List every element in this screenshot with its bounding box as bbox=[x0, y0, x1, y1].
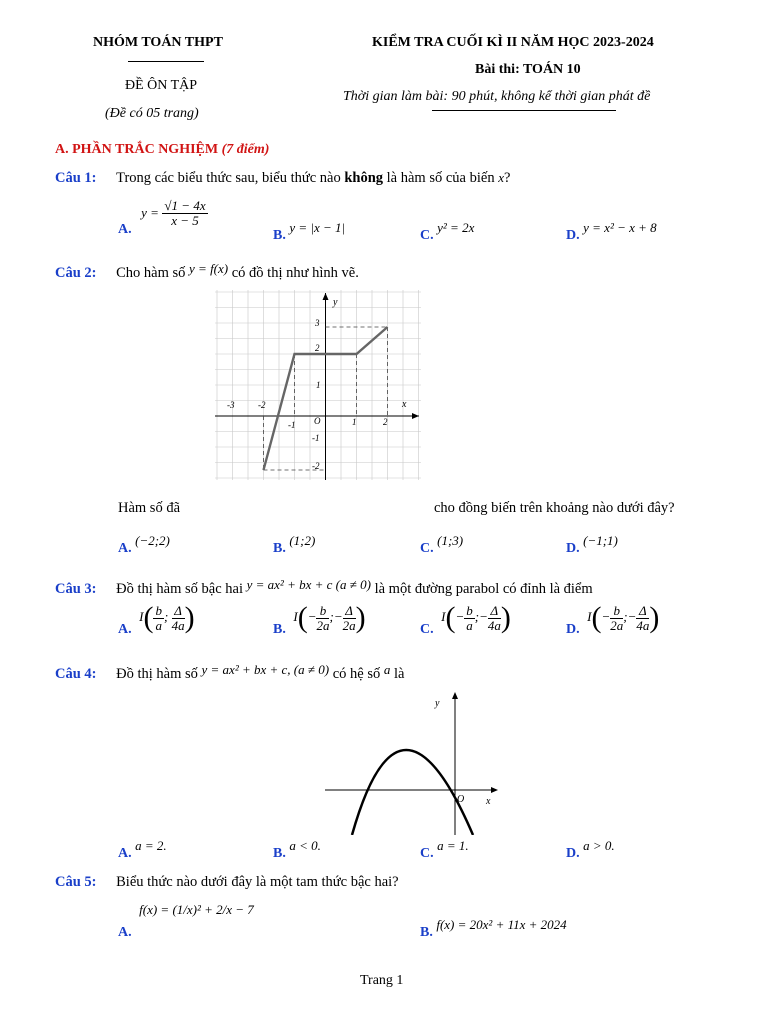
y-tick-label: -2 bbox=[312, 461, 320, 471]
q5-option-b[interactable]: B. f(x) = 20x² + 11x + 2024 bbox=[420, 917, 567, 940]
q1-option-a[interactable]: A. y = $\frac{√1 - 4x}{x - 5}$ bbox=[118, 198, 206, 237]
q2-option-b[interactable]: B. (1;2) bbox=[273, 533, 316, 556]
y-tick-label: -1 bbox=[312, 433, 320, 443]
x-tick-label: -1 bbox=[288, 420, 296, 430]
x-axis-label: x bbox=[402, 399, 407, 410]
q3-option-a[interactable]: A. I( $\frac{b}{a}$ ; $\frac{\Delta}{4a}$ ) bbox=[118, 601, 195, 638]
exam-subject: Bài thi: TOÁN 10 bbox=[475, 62, 581, 77]
q2-option-d[interactable]: D. (−1;1) bbox=[566, 533, 618, 556]
x-tick-label: -2 bbox=[258, 400, 266, 410]
y-tick-label: 3 bbox=[315, 318, 320, 328]
question-label: Câu 1: bbox=[55, 170, 97, 186]
q1-option-b[interactable]: B. y = |x − 1| bbox=[273, 220, 346, 243]
q3-option-d[interactable]: D. I(− $\frac{b}{2a}$ ;− $\frac{\Delta}{4a}$ ) bbox=[566, 601, 660, 638]
question-3: Câu 3: Đồ thị hàm số bậc hai y = ax² + bx + c (a ≠ 0) là một đường parabol có đỉnh là điểm bbox=[55, 577, 593, 597]
header-divider bbox=[128, 61, 204, 62]
q2-option-c[interactable]: C. (1;3) bbox=[420, 533, 464, 556]
x-tick-label: 2 bbox=[383, 417, 388, 427]
exam-type: ĐỀ ÔN TẬP bbox=[125, 78, 198, 93]
question-5: Câu 5: Biểu thức nào dưới đây là một tam thức bậc hai? bbox=[55, 874, 399, 890]
q3-option-b[interactable]: B. I(− $\frac{b}{2a}$ ;− $\frac{\Delta}{2a}$ ) bbox=[273, 601, 366, 638]
page-count: (Đề có 05 trang) bbox=[105, 106, 199, 121]
q1-option-c[interactable]: C. y² = 2x bbox=[420, 220, 475, 243]
exam-time: Thời gian làm bài: 90 phút, không kể thời gian phát đề bbox=[343, 89, 651, 104]
origin-label: O bbox=[457, 794, 465, 805]
time-underline bbox=[432, 110, 616, 111]
question-2: Câu 2: Cho hàm số y = f(x) có đồ thị như hình vẽ. bbox=[55, 261, 359, 281]
q4-option-a[interactable]: A. a = 2. bbox=[118, 838, 167, 861]
x-tick-label: -3 bbox=[227, 400, 235, 410]
y-tick-label: 1 bbox=[316, 380, 321, 390]
school-group: NHÓM TOÁN THPT bbox=[93, 35, 223, 50]
q2-option-a[interactable]: A. (−2;2) bbox=[118, 533, 170, 556]
q4-option-b[interactable]: B. a < 0. bbox=[273, 838, 321, 861]
x-axis-label: x bbox=[486, 796, 491, 807]
q5-option-a[interactable]: A. f(x) = (1/x)² + 2/x − 7 bbox=[118, 902, 254, 940]
y-tick-label: 2 bbox=[315, 343, 320, 353]
origin-label: O bbox=[314, 416, 321, 426]
q2-followup-left: Hàm số đã bbox=[118, 500, 181, 516]
q2-followup-right: cho đồng biến trên khoảng nào dưới đây? bbox=[434, 500, 675, 516]
q4-option-d[interactable]: D. a > 0. bbox=[566, 838, 615, 861]
question-4: Câu 4: Đồ thị hàm số y = ax² + bx + c, (a ≠ 0) có hệ số a là bbox=[55, 662, 405, 682]
q2-graph bbox=[215, 290, 421, 480]
section-title: A. PHẦN TRẮC NGHIỆM (7 điểm) bbox=[55, 142, 270, 157]
q4-option-c[interactable]: C. a = 1. bbox=[420, 838, 469, 861]
q4-graph bbox=[320, 690, 510, 835]
y-axis-label: y bbox=[435, 698, 440, 709]
question-1: Câu 1: Trong các biểu thức sau, biểu thức nào không là hàm số của biến x? bbox=[55, 170, 511, 186]
page-number: Trang 1 bbox=[360, 973, 404, 988]
q3-option-c[interactable]: C. I(− $\frac{b}{a}$ ;− $\frac{\Delta}{4a}$ ) bbox=[420, 601, 511, 638]
y-axis-label: y bbox=[333, 297, 338, 308]
x-tick-label: 1 bbox=[352, 417, 357, 427]
q1-option-d[interactable]: D. y = x² − x + 8 bbox=[566, 220, 657, 243]
exam-title: KIỂM TRA CUỐI KÌ II NĂM HỌC 2023-2024 bbox=[372, 35, 654, 50]
